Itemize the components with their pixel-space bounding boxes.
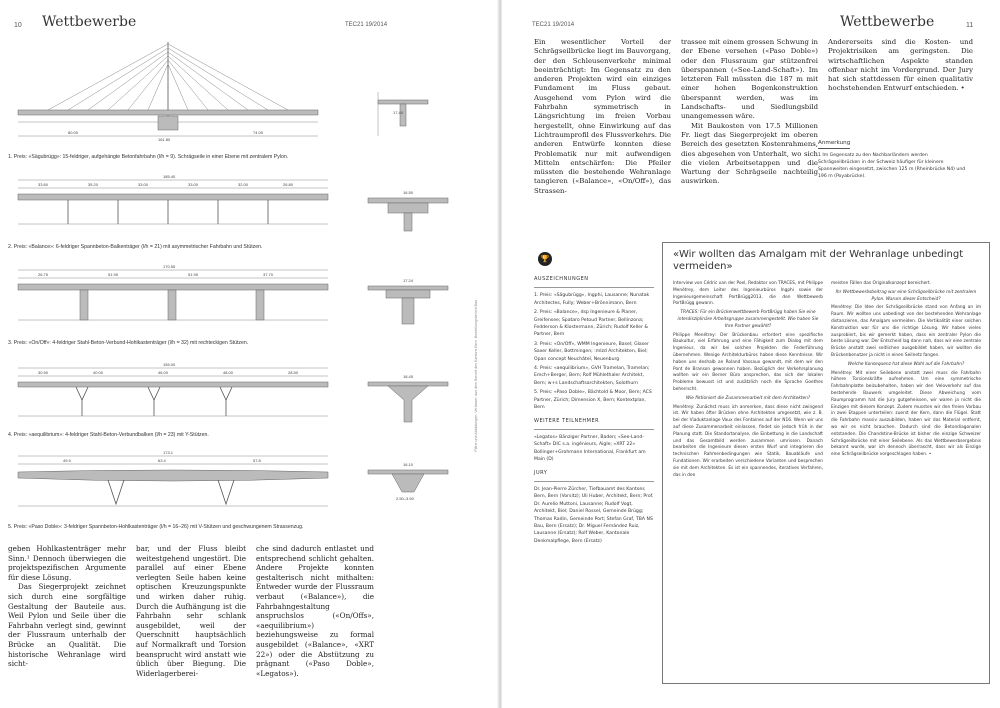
footnote [818,140,968,180]
figure-5-caption: 5. Preis: «Paso Doble»: 3-feldriger Spannbeton-Hohlkastenträger (l/h = 16–26) mit V-Stützen und geschwungenem Strassenzug. [8,524,304,530]
right-page [502,0,1000,708]
left-section-title: Wettbewerbe [42,14,137,30]
figure-4-caption: 4. Preis: «aequilibrium»: 4-feldriger Stahl-Beton-Verbundbalken (l/h = 23) mit Y-Stützen. [8,432,209,438]
right-section-title: Wettbewerbe [840,14,935,30]
fig1-dim-1: 80.00 [68,130,79,135]
more-participants: «Legatos» Bänziger Partner, Baden; «See-Land-Schaft» DIC s.a. ingénieurs, Aigle; «XRT 22» Bollinger+Grohmann International, Frankfurt am Main (D) [534,434,646,463]
left-col-3: che sind dadurch entlastet und entsprechend schlicht gehalten. Andere Projekte konnten gestalterisch nicht mithalten: Entweder wurde der Flussraum verbaut («Balance»), die Fahrbahngestaltung anspruchslos («On/Offs», «aequilibrium») beziehungsweise zu formal ausgebildet («Balance», «XRT 22») oder die Abstützung zu prägnant («Paso Doble», «Legatos»). [256,544,374,678]
right-issue: TEC21 19/2014 [532,22,575,28]
right-col-2: trassee mit einem grossen Schwung in der Ebene versehen («Paso Doble») oder den Flussraum gar stützenfrei überspannen («See-Land-Schaft»). Im letzteren Fall müssten die 187 m mit einer hohen Bogenkonstruktion überspannt werden, was im Landschafts- und Siedlungsbild unangemessen wäre. Mit Baukosten von 17.5 Millionen Fr. liegt das Siegerprojekt im oberen Bereich des gesetzten Kostenrahmens, dies abgesehen von Unterhalt, wo sich die vielen Arbeitsetappen und die Wartung der Schrägseile nachteilig auswirken. [681,38,818,186]
left-page [0,0,498,708]
fig2-dim-1: 33.60 [38,182,49,187]
figure-3-caption: 3. Preis: «On/Off»: 4-feldriger Stahl-Beton-Verbund-Hohlkastenträger (l/h = 32) mit rechteckigen Stützen. [8,340,249,346]
interview-col-1: Interview von Cédric van der Poel, Redaktor von TRACES, mit Philippe Menétrey, dem Leiter des Ingenieurbüros Ingphi sowie der Ingenieurgemeinschaft PortBrügg2013, die den Wettbewerb PortBrügg gewann. TRACES: Für ein Brückenwettbewerb PortBrügg haben Sie eine interdisziplinäre Arbeitsgruppe zusammengestellt. Wie haben Sie Ihre Partner gewählt? Philippe Menétrey: Der Brückenbau erfordert eine spezifische Baukultur, viel Erfahrung und eine Fähigkeit zum Dialog mit dem Ingenieur, da wir bei solchen Projekten die Federführung übernehmen. Wenige Architekturbüros haben diese Kenntnisse. Wir haben uns deshalb an Roland Vassaux gewandt, mit dem wir den Pont de Branson gewonnen haben. Bezüglich der Verkehrsplanung wollten wir ein Berner Büro ansprechen, das sich der lokalen Probleme bewusst ist und zusätzlich noch die Sprache Goethes beherrscht. Wie fiktioniert die Zusammenarbeit mit dem Architekten? Menétrey: Zunächst muss ich anmerken, dass diese nicht zwingend ist. Wir haben öfter Brücken ohne Architekten umgesetzt, wie z. B. bei der Viaduktanlage Vaux des Fontaines auf der N16. Wenn wir uns auf diese Zusammenarbeit einlassen, findet sie jedoch früh in der Planung statt. Die Standortanalyse, die Einbettung in die Landschaft und das Gesamtbild werden zusammen umrissen. Danach bearbeiten die Ingenieure diesen ersten Wurf und integrieren die technischen Rahmenbedingungen wie Statik, Bauabläufe und Fundationen. Wir erarbeiten verschiedene Varianten und besprechen sie mit dem Architekten. Es ist ein spannendes, iteratives Verfahren, das in den [673,281,823,478]
fig3-dim-3: 51.95 [188,272,199,277]
award-4: 4. Preis: «aequilibrium», GVH Tramelan, Tramelan; Emch+Berger, Bern; Rolf Mühlethaler Architekt, Bern; w+s Landschaftsarchitekten, Solothurn [534,366,650,386]
fig2-dim-7: 16.50 [403,190,414,195]
more-participants-heading: WEITERE TEILNEHMER [534,417,600,424]
left-col-2: bar, und der Fluss bleibt weitestgehend ungestört. Die parallel auf einer Ebene verlegten Seile haben keine optischen Kreuzungspunkte und wirken daher ruhig. Durch die Aufhängung ist die Fahrbahn sehr schlank ausgebildet, weil der Querschnitt hauptsächlich auf Normalkraft und Torsion beansprucht wird anstatt wie üblich über Biegung. Die Widerlagerberei- [136,544,246,678]
fig3-dim-1: 26.75 [38,272,49,277]
fig4-dim-3: 46.00 [158,370,169,375]
figure-2-caption: 2. Preis: «Balance»: 6-feldriger Spannbeton-Balkenträger (l/h = 21) mit asymmetrischer Fahrbahn und Stützen. [8,244,263,250]
fig2-dim-4: 33.00 [188,182,199,187]
awards-heading: AUSZEICHNUNGEN [534,276,589,282]
fig2-dim-5: 32.00 [238,182,249,187]
fig5-dim-5: 2.50–3.50 [396,496,414,501]
interview-title: «Wir wollten das Amalgam mit der Wehranlage unbedingt vermeiden» [673,249,964,272]
left-page-number: 10 [14,22,22,29]
figure-1-drawing [8,36,488,154]
jury-list: Dr. Jean-Pierre Zürcher, Tiefbauamt des Kantons Bern, Bern (Vorsitz); Uli Huber, Architekt, Bern; Prof. Dr. Aurelio Muttoni, Lausanne; Rudolf Vogt, Architekt, Biel; Daniel Rossel, Gemeinde Brügg; Thomas Radin, Gemeinde Port; Stefan Graf, TBA NS Bau, Bern (Ersatz); Dr. Miguel Fernández Ruiz, Lausanne (Ersatz); Rolf Weber, Kantonale Denkmalpflege, Bern (Ersatz) [534,486,654,544]
fig4-dim-5: 28.50 [288,370,299,375]
fig1-section [378,92,428,136]
figure-5-drawing [8,448,488,520]
award-3: 3. Preis: «On/Off», WMM Ingenieure, Basel; Glaser Saxer Keller, Bottmingen; :mlzd Architekten, Biel; Opan concept Neuchâtel, Neuenburg [534,341,649,362]
fig4-dim-4: 48.00 [223,370,234,375]
right-col-1: Ein wesentlicher Vorteil der Schrägseilbrücke liegt im Bauvorgang, der den Schleusenverkehr minimal beeinträchtigt: Im Gegensatz zu den anderen Projekten wird ein einziges Fundament im Fluss gebaut. Ausgehend vom Pylon wird die Fahrbahn symmetrisch in Längsrichtung im freien Vorbau hergestellt, ohne Einwirkung auf das Lichtraumprofil des Flussverkehrs. Die anderen Entwürfe konnten diese Problematik nur mit aufwendigen Mitteln entschärfen: Die Pfeiler müssten die bestehende Wehranlage tangieren («Balance», «On/Off»), das Strassen- [534,38,671,195]
fig4-dim-1: 30.50 [38,370,49,375]
left-body-text [8,544,488,678]
fig5-dim-4: 16.10 [403,462,414,467]
trophy-icon: 🏆 [538,252,552,266]
interview-col-2: meisten Fällen das Originalkonzept bereichert. Ihr Wettbewerbsbeitrag war eine Schrägseilbrücke mit zentralem Pylon. Warum dieser Entscheid? Menétrey: Die Idee der Schrägseilbrücke stand von Anfang an im Raum. Wir wollten uns unbedingt von der bestehenden Wehranlage distanzieren, das Amalgam vermeiden. Die Vertikalität einer solchen Konstruktion war für uns die richtige Lösung. Wir haben vieles ausprobiert, bis wir gemerkt haben, dass ein zentraler Pylon die beste Lösung war. Der Entscheid lag dann nah, dass wir eine zentrale Brücke anstatt zwei seitlichen ausgebildet haben, wir wollten die Brückenbenutzer ja nicht in einen Seilnetz fangen. Welche Konsequenz hat diese Wahl auf die Fahrbahn? Menétrey: Mit einer Seilebene anstatt zwei muss die Fahrbahn höhere Torsionskräfte aufnehmen. Um eine symmetrische Fahrbahnplatte beizubehalten, haben wir den Veloverkehr auf das bestehende Bauwerk umgeleitet. Diese Abweichung vom Raumprogramm hat die Jury gutgeheissen, wir waren ja nicht die Einzigen mit diesem Konzept. Zudem mussten wir den freien Vorbau in zwei Etappen unterteilen: zuerst der Kern, dann die Flügel. Statt die Fahrbahn massiv auszubilden, haben wir das Material entfernt, wo wir es nicht brauchen. Dadurch sind die Betondiagonalen entstanden. Die Chandstine-Brücke ist bisher die einzige Schweizer Schrägseilbrücke mit einer Seilebene. Als das Wettbewerbsergebnis bekannt wurde, war ich dennoch überrascht, dass wir als Einzige eine Schrägseilbrücke vorgeschlagen haben. • [831,281,981,458]
fig3-dim-total: 170.55 [163,264,176,269]
figure-4-drawing [8,360,488,430]
fig5-dim-2: 63.4 [158,458,166,463]
right-page-number: 11 [966,22,974,29]
footnote-text: 1 Im Gegensatz zu den Nachbarländern werden Schrägseilbrücken in der Schweiz häufiger für kleinere Spannweiten eingesetzt, zwischen 125 m (Rheinbrücke N4) und 196 m (Poyabrücke). [818,153,966,179]
fig2-dim-3: 33.00 [138,182,149,187]
figure-credit: Pläne und Abbildungen: Verfasser, aus dem Bericht des Kantons Bern, Beurteilungsbericht Bau [474,300,478,452]
fig5-dim-1: 49.9 [63,458,71,463]
fig3-dim-2: 51.95 [108,272,119,277]
left-col-1: geben Hohlkastenträger mehr Sinn.¹ Dennoch überwiegen die projektspezifischen Argumente für diese Lösung. Das Siegerprojekt zeichnet sich durch eine sorgfältige Gestaltung der Bauteile aus. Weil Pylon und Seile über die Fahrbahn verlegt sind, gewinnt der Flussraum unterhalb der Brücke an Qualität. Die historische Wehranlage wird sicht- [8,544,126,669]
fig1-pylon [48,42,288,116]
fig4-dim-2: 40.00 [93,370,104,375]
left-issue: TEC21 19/2014 [345,22,388,28]
fig4-section [368,374,448,422]
fig3-dim-5: 17.24 [403,278,414,283]
fig1-dim-3: 74.00 [253,130,264,135]
interview-box [662,242,990,684]
fig5-dim-3: 57.8 [253,458,261,463]
figure-1-caption: 1. Preis: «Sägubrügg»: 15-feldriger, aufgehängte Betonfahrbahn (l/h = 9). Schrägseile in einer Ebene mit zentralem Pylon. [8,154,289,160]
award-5: 5. Preis: «Paso Doble», Bächtold & Moor, Bern; ACS Partner, Zürich; Dimension X, Bern; Kontextplan, Bern [534,390,652,411]
fig3-dim-4: 37.70 [263,272,274,277]
award-1: 1. Preis: «Sägubrügg», Ingphi, Lausanne; Nunatak Architectes, Fully; Weber+Brönnimann, Bern [534,293,650,306]
fig5-section [368,462,448,501]
fig2-dim-6: 26.80 [283,182,294,187]
figure-2-drawing [8,172,488,240]
fig1-dim-4: 17.40 [393,110,404,115]
fig1-dim-2: 161.80 [158,137,171,142]
fig4-dim-total: 155.00 [163,362,176,367]
jury-heading: JURY [534,469,548,476]
fig3-section [368,278,448,324]
fig4-dim-6: 18.45 [403,374,414,379]
fig2-section [368,190,448,231]
footnote-heading: Anmerkung [818,140,850,149]
fig2-dim-2: 35.20 [88,182,99,187]
figure-3-drawing [8,262,488,338]
awards-sidebar [534,270,654,547]
right-col-3: Andererseits sind die Kosten- und Projektrisiken am geringsten. Die wirtschaftlichen Aspekte standen offenbar nicht im Vordergrund. Der Jury hat sich stattdessen für einen qualitativ hochstehenden Entwurf entschieden. • [828,38,973,93]
fig2-dim-total: 185.40 [163,174,176,179]
fig5-dim-total: 173.1 [163,450,174,455]
award-2: 2. Preis: «Balance», dsp Ingenieure & Planer, Greifensee; Spataro Petoud Partner, Bellinzona; Fedderson & Klostermann, Zürich; Rudolf Keller & Partner, Bern [534,310,648,338]
